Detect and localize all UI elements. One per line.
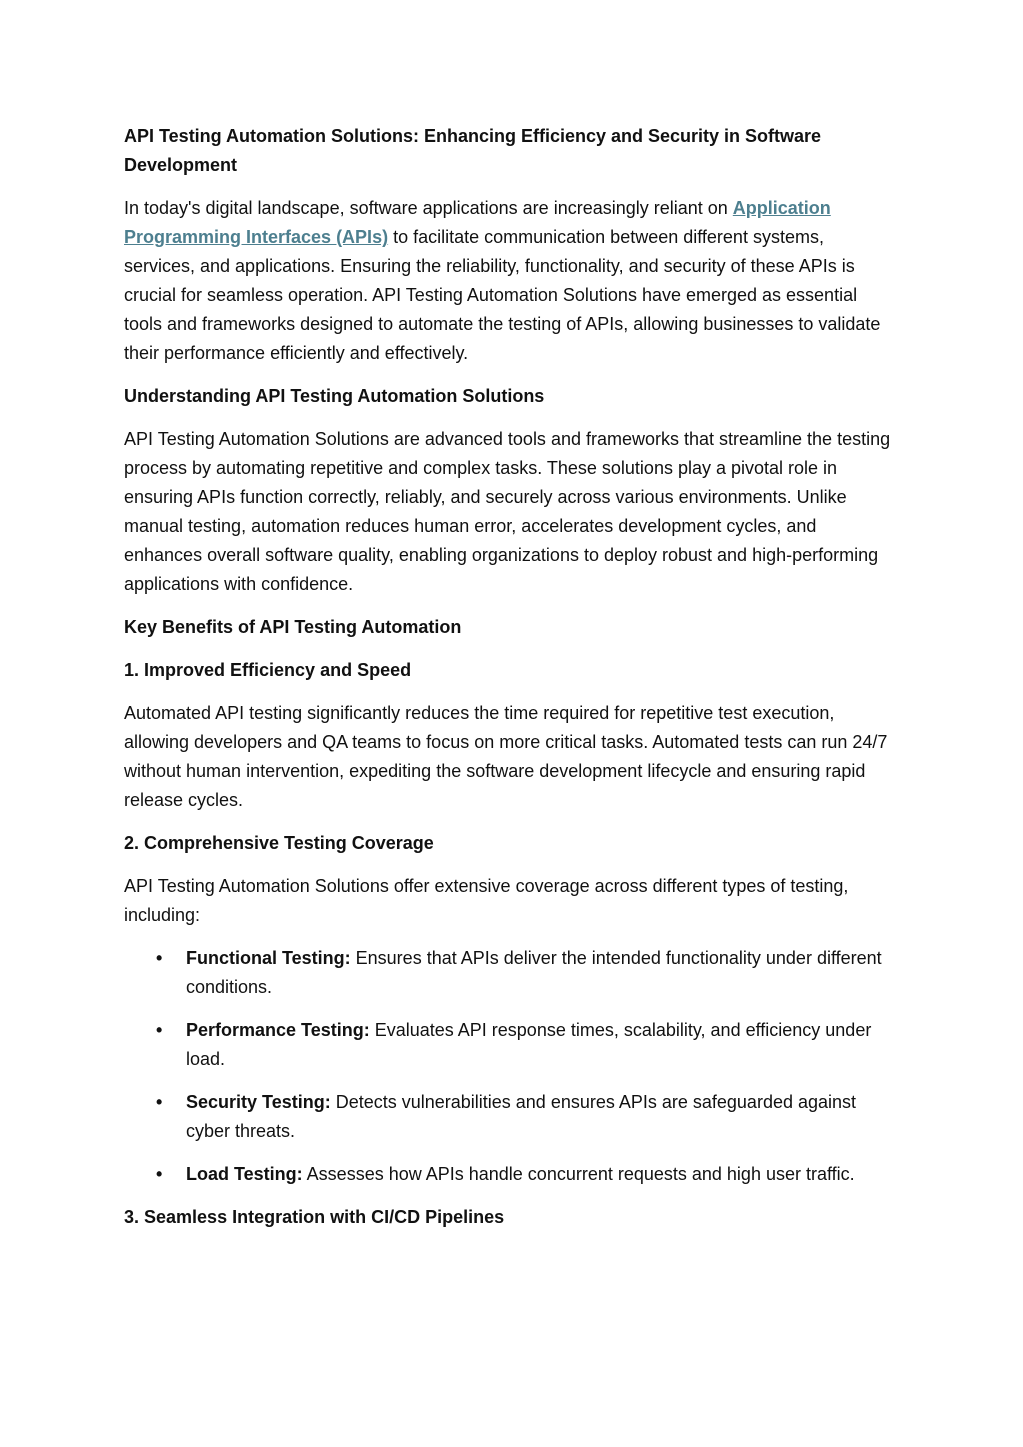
list-item — [124, 1016, 894, 1074]
list-item — [124, 1088, 894, 1146]
bullet-icon: • — [156, 1092, 163, 1112]
intro-text-after-link: to facilitate communication between different systems, services, and applications. Ensuring the reliability, functionality, and security of these APIs is crucial for seamless operation. API Testing Automation Solutions have emerged as essential tools and frameworks designed to automate the testing of APIs, allowing businesses to validate their performance efficiently and effectively. — [124, 227, 881, 363]
list-item-text: Evaluates API response times, scalability, and efficiency under load. — [186, 1020, 872, 1069]
benefit-1-heading: 1. Improved Efficiency and Speed — [124, 660, 412, 680]
bullet-icon: • — [156, 1164, 163, 1184]
list-item-text: Assesses how APIs handle concurrent requests and high user traffic. — [302, 1164, 855, 1184]
testing-types-list — [124, 944, 894, 1189]
bullet-icon: • — [156, 948, 163, 968]
list-item-term: Performance Testing: — [186, 1020, 370, 1040]
understanding-paragraph: API Testing Automation Solutions are advanced tools and frameworks that streamline the testing process by automating repetitive and complex tasks. These solutions play a pivotal role in ensuring APIs function correctly, reliably, and securely across various environments. Unlike manual testing, automation reduces human error, accelerates development cycles, and enhances overall software quality, enabling organizations to deploy robust and high-performing applications with confidence. — [124, 429, 891, 594]
benefit-2-heading: 2. Comprehensive Testing Coverage — [124, 833, 434, 853]
list-item-term: Functional Testing: — [186, 948, 351, 968]
list-item-term: Load Testing: — [186, 1164, 303, 1184]
document-title: API Testing Automation Solutions: Enhancing Efficiency and Security in Software Development — [124, 126, 822, 175]
apis-link[interactable]: Application Programming Interfaces (APIs) — [124, 198, 831, 247]
list-item-text: Detects vulnerabilities and ensures APIs are safeguarded against cyber threats. — [186, 1092, 857, 1141]
intro-paragraph — [124, 194, 894, 368]
list-item — [124, 1160, 894, 1189]
bullet-icon: • — [156, 1020, 163, 1040]
list-item-term: Security Testing: — [186, 1092, 331, 1112]
list-item — [124, 944, 894, 1002]
key-benefits-heading: Key Benefits of API Testing Automation — [124, 617, 462, 637]
benefit-2-paragraph: API Testing Automation Solutions offer extensive coverage across different types of testing, including: — [124, 876, 849, 925]
list-item-text: Ensures that APIs deliver the intended functionality under different conditions. — [186, 948, 882, 997]
intro-text-before-link: In today's digital landscape, software applications are increasingly reliant on — [124, 198, 733, 218]
benefit-3-heading: 3. Seamless Integration with CI/CD Pipelines — [124, 1207, 505, 1227]
benefit-1-paragraph: Automated API testing significantly reduces the time required for repetitive test execution, allowing developers and QA teams to focus on more critical tasks. Automated tests can run 24/7 without human intervention, expediting the software development lifecycle and ensuring rapid release cycles. — [124, 703, 888, 810]
understanding-heading: Understanding API Testing Automation Solutions — [124, 386, 545, 406]
document-page — [124, 122, 894, 1246]
